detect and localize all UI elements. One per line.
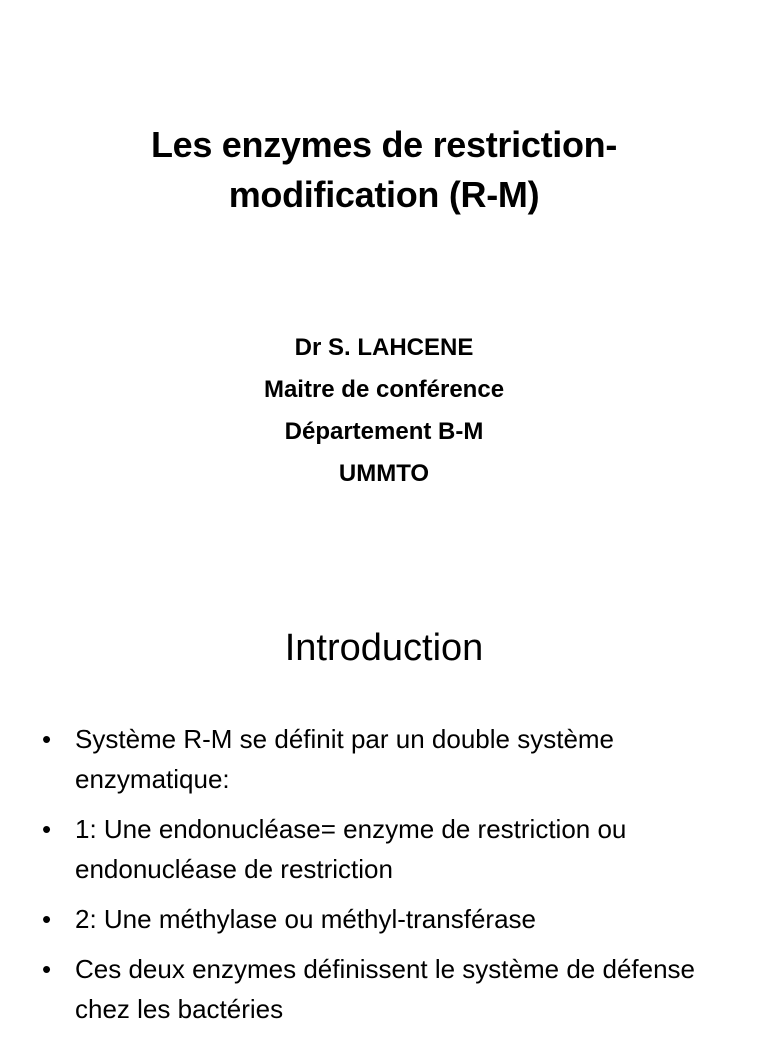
- bullet-dot-icon: •: [42, 814, 52, 844]
- bullet-text: 1: Une endonucléase= enzyme de restriction ou endonucléase de restriction: [75, 814, 627, 884]
- author-rank: Maitre de conférence: [263, 376, 505, 403]
- slide-title-line-1: Les enzymes de restriction-: [150, 124, 618, 165]
- author-block: [60, 327, 708, 495]
- list-item: [42, 949, 732, 1029]
- bullet-text: 2: Une méthylase ou méthyl-transférase: [75, 904, 536, 934]
- bullet-text: Système R-M se définit par un double système enzymatique:: [75, 724, 615, 794]
- bullet-list: [42, 719, 732, 1039]
- author-name: Dr S. LAHCENE: [294, 334, 474, 361]
- list-item: [42, 899, 732, 939]
- slide-heading: Introduction: [284, 627, 484, 669]
- slide-title: [60, 120, 708, 220]
- introduction-slide: [0, 576, 768, 1024]
- slide-title-line-2: modification (R-M): [228, 174, 540, 215]
- author-department: Département B-M: [284, 418, 484, 445]
- author-university: UMMTO: [338, 460, 430, 487]
- bullet-dot-icon: •: [42, 954, 52, 984]
- bullet-dot-icon: •: [42, 724, 52, 754]
- bullet-dot-icon: •: [42, 904, 52, 934]
- bullet-text: Ces deux enzymes définissent le système de défense chez les bactéries: [75, 954, 696, 1024]
- list-item: [42, 809, 732, 889]
- list-item: [42, 719, 732, 799]
